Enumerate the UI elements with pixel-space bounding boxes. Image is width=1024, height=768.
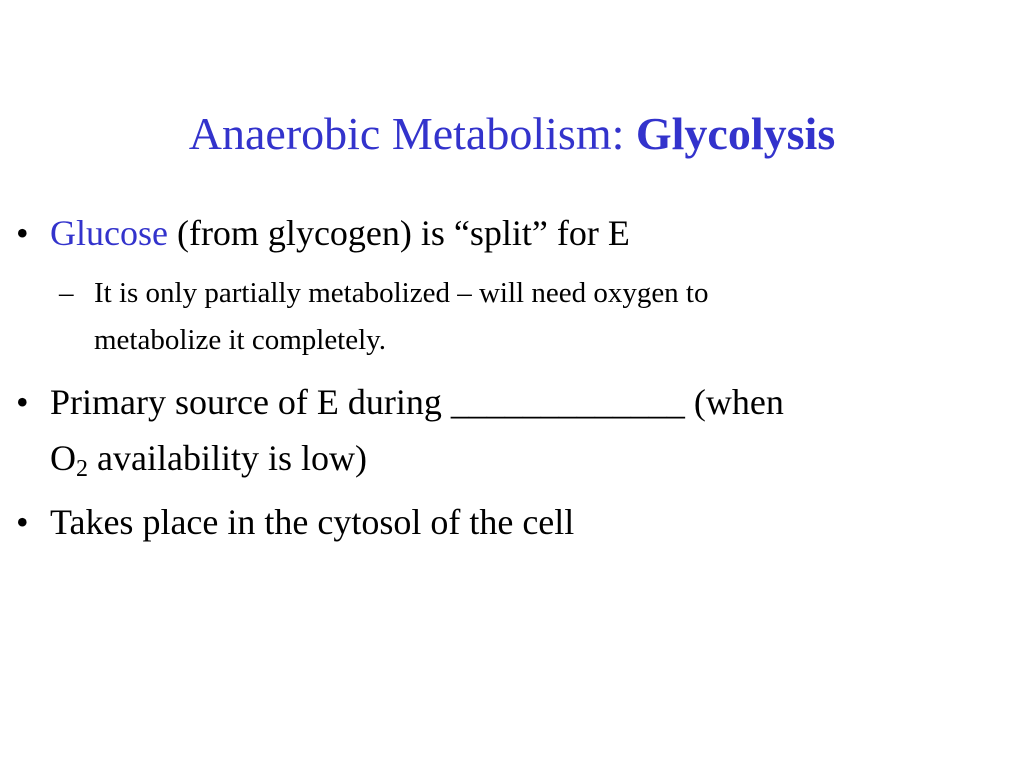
sub-bullet-marker-1: – [59, 277, 74, 309]
slide-title [0, 104, 1024, 164]
bullet-2-line-2 [50, 436, 367, 480]
bullet-2-subscript: 2 [76, 456, 88, 482]
title-regular-text: Anaerobic Metabolism: [188, 108, 636, 159]
bullet-1-text: (from glycogen) is “split” for E [167, 213, 630, 253]
sub-bullet-1-line-1: It is only partially metabolized – will need oxygen to [94, 277, 709, 309]
bullet-marker-3: • [16, 502, 29, 542]
sub-bullet-1-line-2: metabolize it completely. [94, 324, 387, 356]
bullet-2-rest: availability is low) [88, 438, 367, 478]
bullet-2-line-1: Primary source of E during _____________ (when [50, 382, 784, 422]
bullet-1-highlight: Glucose [50, 213, 168, 253]
bullet-marker-1: • [16, 213, 29, 253]
bullet-3: Takes place in the cytosol of the cell [50, 502, 575, 542]
bullet-1 [50, 211, 630, 255]
bullet-marker-2: • [16, 382, 29, 422]
title-bold-text: Glycolysis [635, 108, 836, 159]
bullet-2-o: O [50, 438, 76, 478]
